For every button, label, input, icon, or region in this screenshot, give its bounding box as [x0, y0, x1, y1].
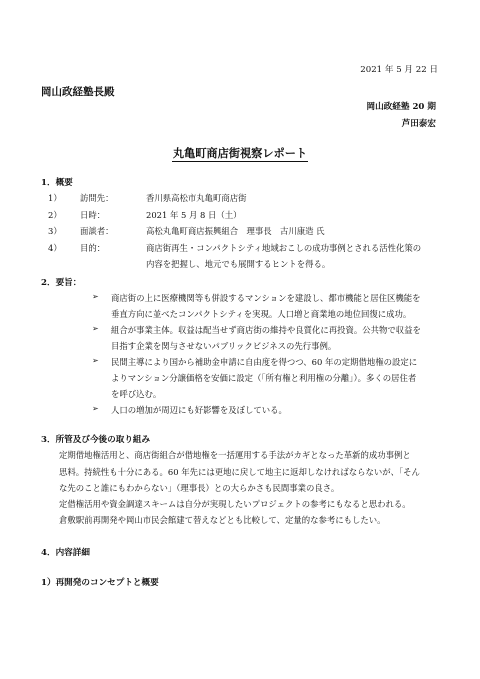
overview-row-value: 高松丸亀町商店振興組合 理事長 古川康造 氏	[146, 226, 325, 236]
summary-bullet-line: よりマンション分譲価格を安価に設定（「所有権と利用権の分離」）。多くの居住者	[111, 373, 417, 383]
bullet-arrow-icon: ➢	[92, 356, 99, 365]
bullet-arrow-icon: ➢	[92, 324, 99, 333]
summary-bullet-line: 目指す企業を関与させないパブリックビジネスの先行事例。	[111, 341, 337, 351]
report-title-wrap	[0, 142, 480, 161]
outlook-paragraph-line: 定期借地権活用と、商店街組合が借地権を一括運用する手法がカギとなった革新的成功事例と	[59, 450, 411, 460]
overview-row-num: 2）	[48, 210, 62, 220]
summary-bullet-line: 商店街の上に医療機関等も併設するマンションを建設し、都市機能と居住区機能を	[111, 293, 421, 303]
overview-row-value: 香川県高松市丸亀町商店街	[146, 193, 247, 203]
overview-row-key: 日時：	[80, 210, 106, 220]
summary-bullet-line: を呼び込む。	[111, 389, 162, 399]
section-heading-details: 4．内容詳細	[41, 548, 90, 558]
overview-row-value-cont: 内容を把握し、地元でも展開するヒントを得る。	[146, 259, 331, 269]
summary-bullet-line: 民間主導により国から補助金申請に自由度を得つつ、60 年の定期借地権の設定に	[111, 357, 418, 367]
recipient: 岡山政経塾長殿	[41, 86, 115, 98]
overview-row-value: 商店街再生・コンパクトシティ地域おこしの成功事例とされる活性化策の	[146, 243, 422, 253]
section-heading-outlook: 3．所管及び今後の取り組み	[41, 435, 151, 445]
overview-row-num: 4）	[48, 243, 62, 253]
section-heading-overview: 1．概要	[41, 178, 73, 188]
sender-name: 芦田泰宏	[401, 119, 436, 129]
summary-bullet-line: 組合が事業主体。収益は配当せず商店街の維持や良質化に再投資。公共物で収益を	[111, 325, 421, 335]
bullet-arrow-icon: ➢	[92, 292, 99, 301]
report-title: 丸亀町商店街視察レポート	[172, 146, 308, 160]
outlook-paragraph-line: な先のこと誰にもわからない」（理事長）との大らかさも民間事業の良さ。	[59, 483, 340, 493]
overview-row-key: 面談者：	[80, 226, 114, 236]
bullet-arrow-icon: ➢	[92, 404, 99, 413]
overview-row-num: 3）	[48, 226, 62, 236]
summary-bullet-line: 垂直方向に並べたコンパクトシティを実現。人口増と商業地の地位回復に成功。	[111, 309, 412, 319]
overview-row-value: 2021 年 5 月 8 日（土）	[146, 210, 242, 220]
outlook-paragraph-line: 定借権活用や資金調達スキームは自分が実現したいプロジェクトの参考にもなると思われる。	[59, 499, 411, 509]
sender-org: 岡山政経塾 20 期	[366, 102, 436, 112]
overview-row-key: 目的：	[80, 243, 106, 253]
overview-row-num: 1）	[48, 193, 62, 203]
section-heading-summary: 2．要旨：	[41, 278, 82, 288]
outlook-paragraph-line: 倉敷駅前再開発や岡山市民会館建て替えなどとも比較して、定量的な参考にもしたい。	[59, 515, 386, 525]
report-date: 2021 年 5 月 22 日	[360, 65, 438, 75]
summary-bullet-line: 人口の増加が周辺にも好影響を及ぼしている。	[111, 405, 287, 415]
subsection-heading-concept: 1）再開発のコンセプトと概要	[41, 578, 159, 588]
overview-row-key: 訪問先：	[80, 193, 114, 203]
outlook-paragraph-line: 思料。持続性も十分にある。60 年先には更地に戻して地主に返却しなければならないが、「そん	[59, 467, 420, 477]
